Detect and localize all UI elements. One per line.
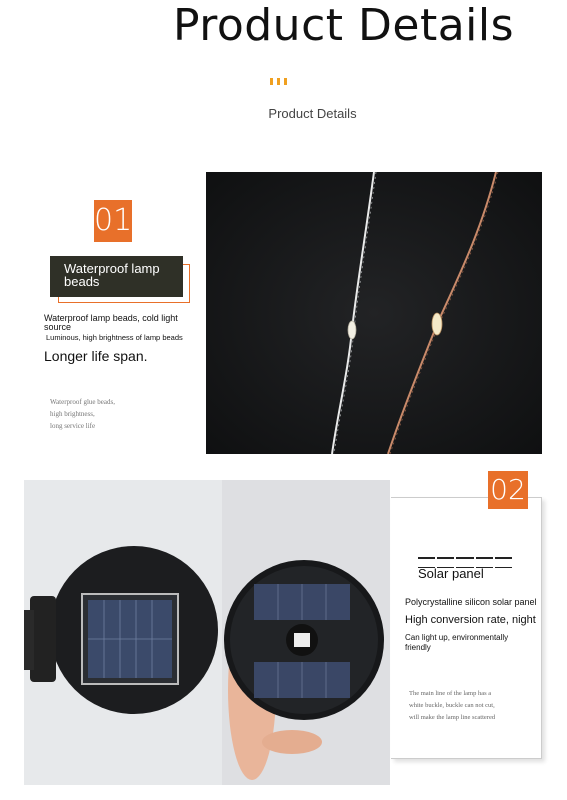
- note-line: high brightness,: [50, 410, 95, 418]
- note-line: Waterproof glue beads,: [50, 398, 115, 406]
- lamp-wire-illustration: [206, 172, 542, 454]
- solar-description-2: High conversion rate, night: [405, 614, 536, 626]
- decorative-dots: [270, 78, 287, 85]
- note-line: long service life: [50, 422, 96, 430]
- feature-description-1: Waterproof lamp beads, cold light source: [44, 313, 178, 332]
- note-line: The main line of the lamp has a: [409, 690, 492, 697]
- solar-lamp-photo-front: [24, 480, 222, 785]
- solar-note: [409, 688, 537, 724]
- page-subtitle: Product Details: [268, 106, 357, 121]
- solar-panel-title: Solar panel: [418, 566, 484, 581]
- solar-lamp-photo-back: [222, 480, 390, 785]
- note-line: white buckle, buckle can not cut,: [409, 702, 495, 709]
- note-line: will make the lamp line scattered: [409, 714, 496, 721]
- feature-tag: Waterproof lamp beads: [50, 256, 183, 297]
- feature-note: [50, 396, 170, 432]
- solar-panel-illustration: [24, 480, 222, 785]
- feature-description-2: Luminous, high brightness of lamp beads: [46, 333, 183, 342]
- solar-back-illustration: [222, 480, 390, 785]
- cropped-text-strip: [418, 557, 512, 565]
- feature-headline: Longer life span.: [44, 348, 148, 364]
- solar-description-1: Polycrystalline silicon solar panel: [405, 597, 537, 607]
- section-number-01: 01: [94, 200, 132, 242]
- solar-description-3: Can light up, environmentally friendly: [405, 633, 509, 652]
- lamp-wire-photo: [206, 172, 542, 454]
- page-title: Product Details: [172, 0, 515, 51]
- section-number-02: 02: [488, 471, 528, 509]
